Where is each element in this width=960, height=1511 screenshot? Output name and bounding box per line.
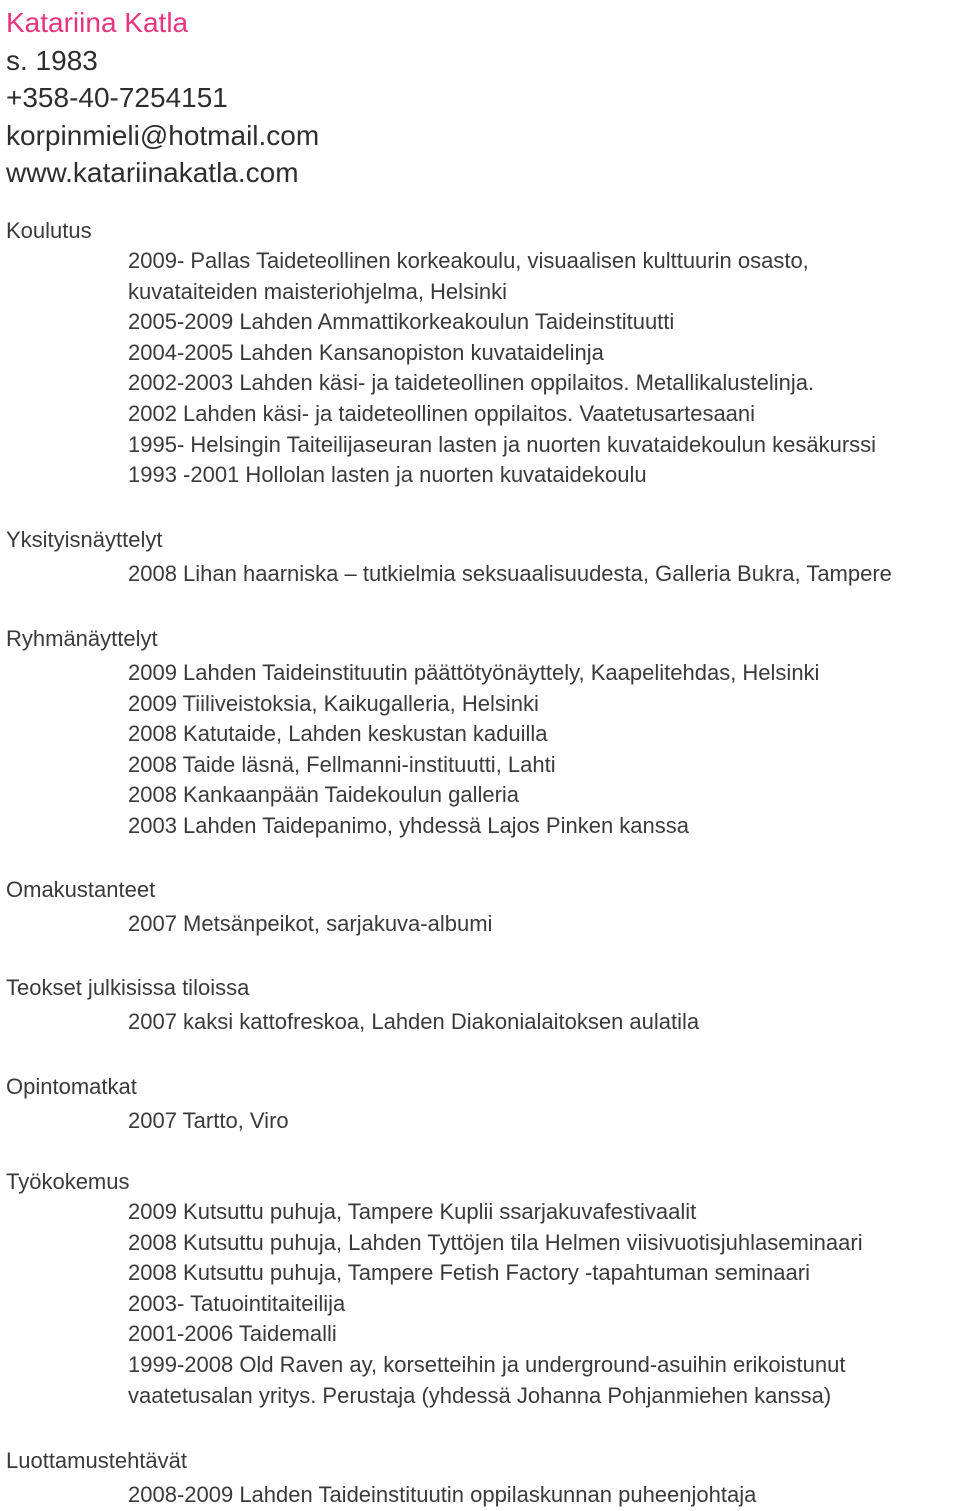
list-item: 2009 Tiiliveistoksia, Kaikugalleria, Helsinki bbox=[128, 690, 539, 716]
website-url: www.katariinakatla.com bbox=[6, 157, 299, 189]
list-item: 1993 -2001 Hollolan lasten ja nuorten kuvataidekoulu bbox=[128, 462, 647, 488]
list-item: 2008 Kutsuttu puhuja, Lahden Tyttöjen tila Helmen viisivuotisjuhlaseminaari bbox=[128, 1229, 863, 1255]
list-item: 2002-2003 Lahden käsi- ja taideteollinen oppilaitos. Metallikalustelinja. bbox=[128, 370, 815, 396]
section-entries-tyokokemus bbox=[128, 1197, 863, 1411]
section-title-koulutus: Koulutus bbox=[6, 218, 92, 243]
list-item: 2003 Lahden Taidepanimo, yhdessä Lajos Pinken kanssa bbox=[128, 812, 689, 838]
list-item: 2008 Kutsuttu puhuja, Tampere Fetish Factory -tapahtuman seminaari bbox=[128, 1260, 810, 1286]
section-title-yksityisnayttelyt: Yksityisnäyttelyt bbox=[6, 527, 163, 552]
birth-year: s. 1983 bbox=[6, 44, 98, 76]
list-item: 2005-2009 Lahden Ammattikorkeakoulun Taideinstituutti bbox=[128, 309, 675, 335]
section-title-teokset: Teokset julkisissa tiloissa bbox=[6, 975, 250, 1000]
list-item: 2009 Kutsuttu puhuja, Tampere Kuplii ssarjakuvafestivaalit bbox=[128, 1199, 697, 1224]
section-title-opintomatkat: Opintomatkat bbox=[6, 1074, 137, 1099]
list-item: 2008-2009 Lahden Taideinstituutin oppilaskunnan puheenjohtaja bbox=[128, 1482, 757, 1507]
section-entries-luottamustehtavat bbox=[128, 1480, 756, 1511]
list-item: 2008 Kankaanpään Taidekoulun galleria bbox=[128, 782, 520, 808]
section-title-omakustanteet: Omakustanteet bbox=[6, 877, 156, 902]
list-item: kuvataiteiden maisteriohjelma, Helsinki bbox=[128, 278, 508, 304]
section-title-luottamustehtavat: Luottamustehtävät bbox=[6, 1448, 188, 1473]
list-item: 1995- Helsingin Taiteilijaseuran lasten ja nuorten kuvataidekoulun kesäkurssi bbox=[128, 431, 877, 457]
list-item: 2009- Pallas Taideteollinen korkeakoulu, visuaalisen kulttuurin osasto, bbox=[128, 248, 809, 273]
section-entries-opintomatkat bbox=[128, 1106, 289, 1137]
list-item: 2007 Tartto, Viro bbox=[128, 1108, 289, 1133]
section-title-tyokokemus: Työkokemus bbox=[6, 1169, 130, 1194]
section-entries-yksityisnayttelyt bbox=[128, 559, 892, 590]
list-item: 2007 Metsänpeikot, sarjakuva-albumi bbox=[128, 911, 493, 936]
list-item: 2009 Lahden Taideinstituutin päättötyönäyttely, Kaapelitehdas, Helsinki bbox=[128, 660, 820, 685]
list-item: 2008 Lihan haarniska – tutkielmia seksuaalisuudesta, Galleria Bukra, Tampere bbox=[128, 561, 892, 586]
contact-header bbox=[6, 4, 319, 192]
list-item: 2001-2006 Taidemalli bbox=[128, 1321, 337, 1347]
list-item: 2007 kaksi kattofreskoa, Lahden Diakonialaitoksen aulatila bbox=[128, 1009, 700, 1034]
list-item: 2002 Lahden käsi- ja taideteollinen oppilaitos. Vaatetusartesaani bbox=[128, 400, 756, 426]
phone-number: +358-40-7254151 bbox=[6, 82, 228, 114]
section-entries-ryhmanayttelyt bbox=[128, 658, 819, 842]
list-item: 1999-2008 Old Raven ay, korsetteihin ja underground-asuihin erikoistunut bbox=[128, 1351, 846, 1377]
section-entries-koulutus bbox=[128, 246, 876, 491]
person-name: Katariina Katla bbox=[6, 7, 189, 38]
email-address: korpinmieli@hotmail.com bbox=[6, 119, 320, 151]
section-title-ryhmanayttelyt: Ryhmänäyttelyt bbox=[6, 626, 158, 651]
list-item: vaatetusalan yritys. Perustaja (yhdessä Johanna Pohjanmiehen kanssa) bbox=[128, 1382, 832, 1408]
list-item: 2004-2005 Lahden Kansanopiston kuvataidelinja bbox=[128, 339, 604, 365]
list-item: 2008 Taide läsnä, Fellmanni-instituutti, Lahti bbox=[128, 751, 556, 777]
list-item: 2003- Tatuointitaiteilija bbox=[128, 1290, 346, 1316]
section-entries-teokset bbox=[128, 1007, 699, 1038]
section-entries-omakustanteet bbox=[128, 909, 492, 940]
list-item: 2008 Katutaide, Lahden keskustan kaduilla bbox=[128, 721, 548, 747]
